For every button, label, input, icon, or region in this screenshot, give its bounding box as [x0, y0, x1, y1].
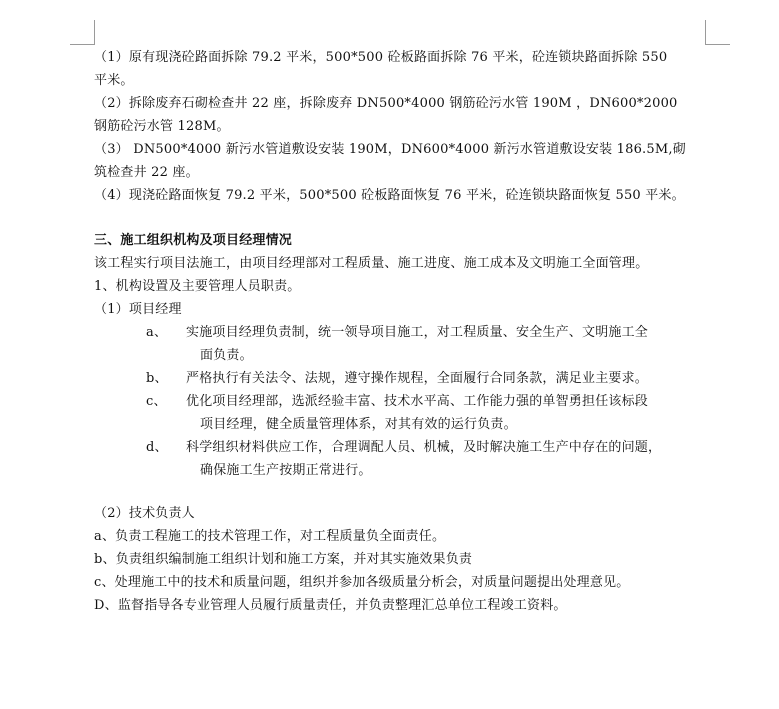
scope-item-2 — [94, 92, 724, 138]
scope-item-2-line2: 钢筋砼污水管 128M。 — [94, 119, 230, 134]
scope-item-1-line1: （1）原有现浇砼路面拆除 79.2 平米，500*500 砼板路面拆除 76 平米，砼连锁块路面拆除 550 — [94, 50, 668, 65]
pm-item-b-line1: 严格执行有关法令、法规，遵守操作规程，全面履行合同条款，满足业主要求。 — [186, 371, 649, 386]
project-manager-title: （1）项目经理 — [94, 302, 182, 317]
pm-item-a-line1: 实施项目经理负责制，统一领导项目施工，对工程质量、安全生产、文明施工全 — [186, 325, 649, 340]
pm-item-a-line2: 面负责。 — [200, 348, 253, 363]
pm-item-c — [94, 390, 724, 436]
pm-item-d-marker: d、 — [146, 440, 168, 455]
scope-item-3 — [94, 138, 724, 184]
tech-item-c: c、处理施工中的技术和质量问题，组织并参加各级质量分析会，对质量问题提出处理意见。 — [94, 575, 630, 590]
pm-item-c-marker: c、 — [146, 394, 167, 409]
spacer — [94, 482, 724, 502]
crop-mark-top-left — [70, 20, 95, 45]
pm-item-b-marker: b、 — [146, 371, 168, 386]
pm-item-d — [94, 436, 724, 482]
tech-item-d: D、监督指导各专业管理人员履行质量责任，并负责整理汇总单位工程竣工资料。 — [94, 598, 567, 613]
technical-lead-title: （2）技术负责人 — [94, 506, 195, 521]
scope-item-3-line1: （3） DN500*4000 新污水管道敷设安装 190M，DN600*4000 新污水管道敷设安装 186.5M,砌 — [94, 142, 686, 157]
pm-item-a — [94, 321, 724, 367]
pm-item-c-line1: 优化项目经理部，选派经验丰富、技术水平高、工作能力强的单智勇担任该标段 — [186, 394, 649, 409]
scope-item-4-line1: （4）现浇砼路面恢复 79.2 平米，500*500 砼板路面恢复 76 平米，砼连锁块路面恢复 550 平米。 — [94, 188, 685, 203]
tech-item-b: b、负责组织编制施工组织计划和施工方案，并对其实施效果负责 — [94, 552, 473, 567]
pm-item-c-line2: 项目经理，健全质量管理体系，对其有效的运行负责。 — [200, 417, 517, 432]
pm-item-d-line2: 确保施工生产按期正常进行。 — [200, 463, 372, 478]
tech-item-a: a、负责工程施工的技术管理工作，对工程质量负全面责任。 — [94, 529, 446, 544]
pm-item-b — [94, 367, 724, 390]
spacer — [94, 207, 724, 229]
section-intro: 该工程实行项目法施工，由项目经理部对工程质量、施工进度、施工成本及文明施工全面管理。 — [94, 256, 649, 271]
pm-item-d-line1: 科学组织材料供应工作，合理调配人员、机械，及时解决施工生产中存在的问题， — [186, 440, 662, 455]
section-heading: 三、施工组织机构及项目经理情况 — [94, 233, 293, 248]
scope-item-1 — [94, 46, 724, 92]
subsection-heading: 1、机构设置及主要管理人员职责。 — [94, 279, 301, 294]
scope-item-4 — [94, 184, 724, 207]
pm-item-a-marker: a、 — [146, 325, 168, 340]
scope-item-3-line2: 筑检查井 22 座。 — [94, 165, 199, 180]
scope-item-1-line2: 平米。 — [94, 73, 134, 88]
scope-item-2-line1: （2）拆除废弃石砌检查井 22 座，拆除废弃 DN500*4000 钢筋砼污水管 190M ，DN600*2000 — [94, 96, 678, 111]
document-body — [94, 46, 724, 617]
crop-mark-top-right — [705, 20, 730, 45]
